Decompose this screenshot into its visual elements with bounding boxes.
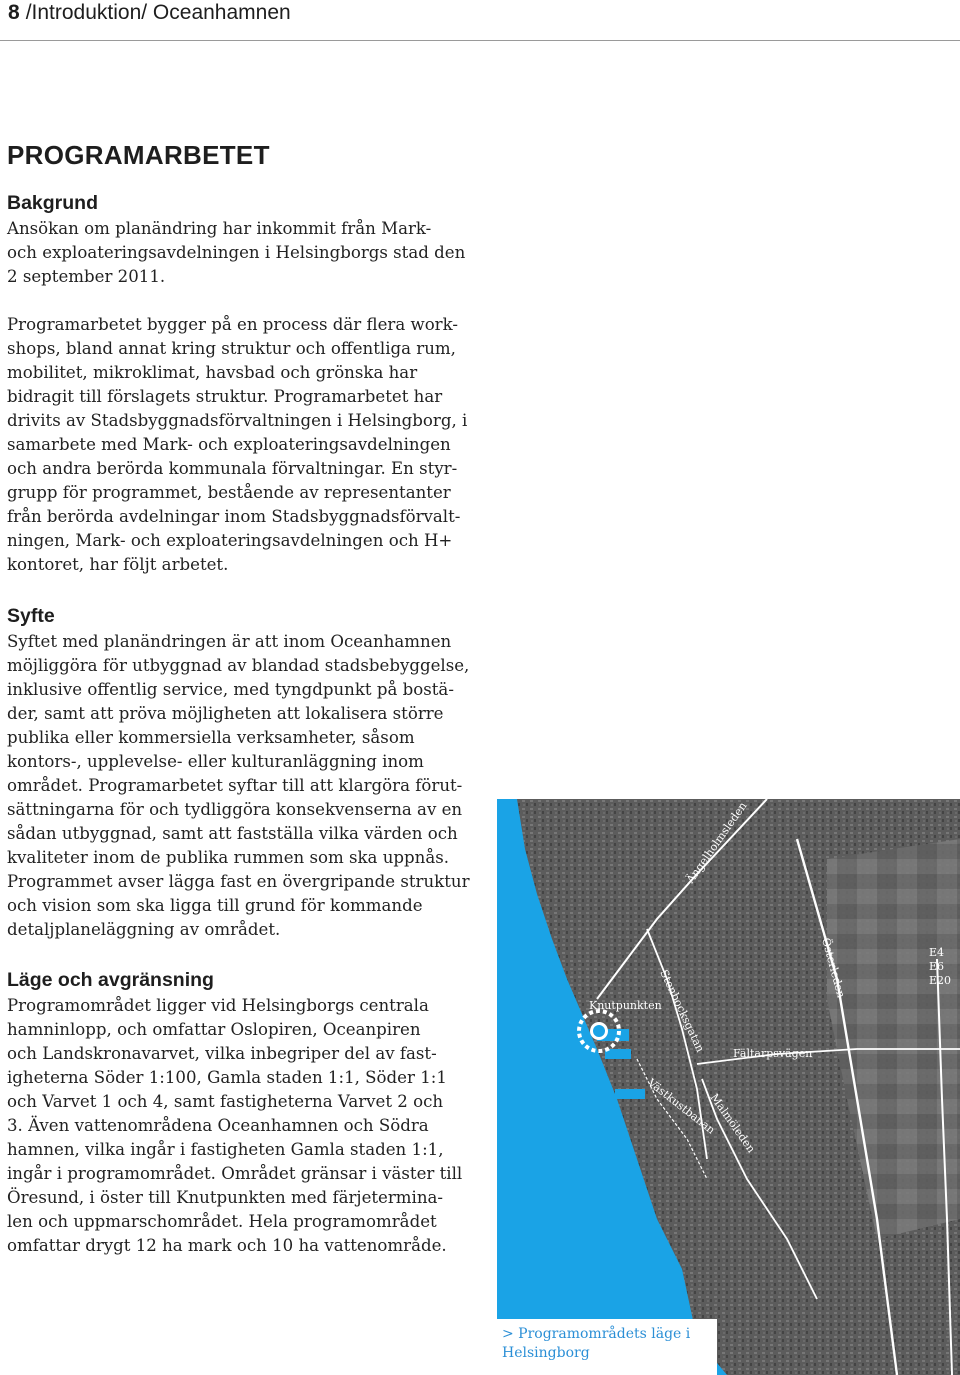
map-label-malmoleden: Malmöleden — [707, 1091, 758, 1156]
heading-bakgrund: Bakgrund — [7, 192, 99, 214]
map-label-faltarpsvagen: Fältarpsvägen — [733, 1047, 813, 1060]
map-label-highway-3: E20 — [929, 974, 952, 987]
map-label-knutpunkten: Knutpunkten — [589, 999, 662, 1012]
map-caption: > Programområdets läge i Helsingborg — [502, 1326, 691, 1361]
page-header — [8, 0, 291, 28]
map-label-stenbocksgatan: Stenbocksgatan — [657, 967, 707, 1055]
page-number: 8 — [8, 1, 20, 24]
map-label-highway-1: E4 — [929, 946, 945, 959]
breadcrumb: /Introduktion/ Oceanhamnen — [25, 1, 291, 24]
map-label-angelholmsleden: Ängelholmsleden — [683, 799, 750, 886]
map-label-osterleden: Österleden — [819, 936, 848, 1000]
map-caption-box — [497, 1319, 717, 1375]
header-divider — [0, 40, 960, 41]
location-map — [497, 799, 960, 1375]
heading-syfte: Syfte — [7, 605, 55, 627]
page-title: PROGRAMARBETET — [7, 140, 270, 170]
map-label-highway-2: E6 — [929, 960, 945, 973]
paragraph-syfte: Syftet med planändringen är att inom Oceanhamnen möjliggöra för utbyggnad av blandad stadsbebyggelse, inklusive offentlig service, med tyngdpunkt på bostä- der, samt att pröva möjligheten att lokalisera större publika eller kommersiella verksamheter, såsom kontors-, upplevelse- eller kulturanläggning inom området. Programarbetet syftar till att klargöra förut- sättningarna för och tydliggöra konsekvenserna av en sådan utbyggnad, samt att fastställa vilka värden och kvaliteter inom de publika rummen som ska uppnås. Programmet avser lägga fast en övergripande struktur och vision som ska ligga till grund för kommande detaljplaneläggning av området. — [7, 632, 470, 939]
harbour-basin — [615, 1089, 645, 1099]
paragraph-bakgrund-2: Programarbetet bygger på en process där flera work- shops, bland annat kring struktur och offentliga rum, mobilitet, mikroklimat, havsbad och grönska har bidragit till förslagets struktur. Programarbetet har drivits av Stadsbyggnadsförvaltningen i Helsingborg, i samarbete med Mark- och exploateringsavdelningen och andra berörda kommunala förvaltningar. En styr- grupp för programmet, bestående av representanter från berörda avdelningar inom Stadsbyggnadsförvalt- ningen, Mark- och exploateringsavdelningen och H+ kontoret, har följt arbetet. — [7, 315, 468, 574]
map-graphic — [497, 799, 960, 1375]
paragraph-bakgrund-1: Ansökan om planändring har inkommit från Mark- och exploateringsavdelningen i Helsingborgs stad den 2 september 2011. — [7, 219, 466, 286]
paragraph-lage: Programområdet ligger vid Helsingborgs centrala hamninlopp, och omfattar Oslopiren, Oceanpiren och Landskronavarvet, vilka inbegriper del av fast- igheterna Söder 1:100, Gamla staden 1:1, Söder 1:1 och Varvet 1 och 4, samt fastigheterna Varvet 2 och 3. Även vattenområdena Oceanhamnen och Södra hamnen, vilka ingår i fastigheten Gamla staden 1:1, ingår i programområdet. Området gränsar i väster till Öresund, i öster till Knutpunkten med färjetermina- len och uppmarschområdet. Hela programområdet omfattar drygt 12 ha mark och 10 ha vattenområde. — [7, 996, 463, 1255]
map-label-vastkustbanan: Västkustbanan — [645, 1076, 718, 1137]
heading-lage: Läge och avgränsning — [7, 969, 214, 991]
